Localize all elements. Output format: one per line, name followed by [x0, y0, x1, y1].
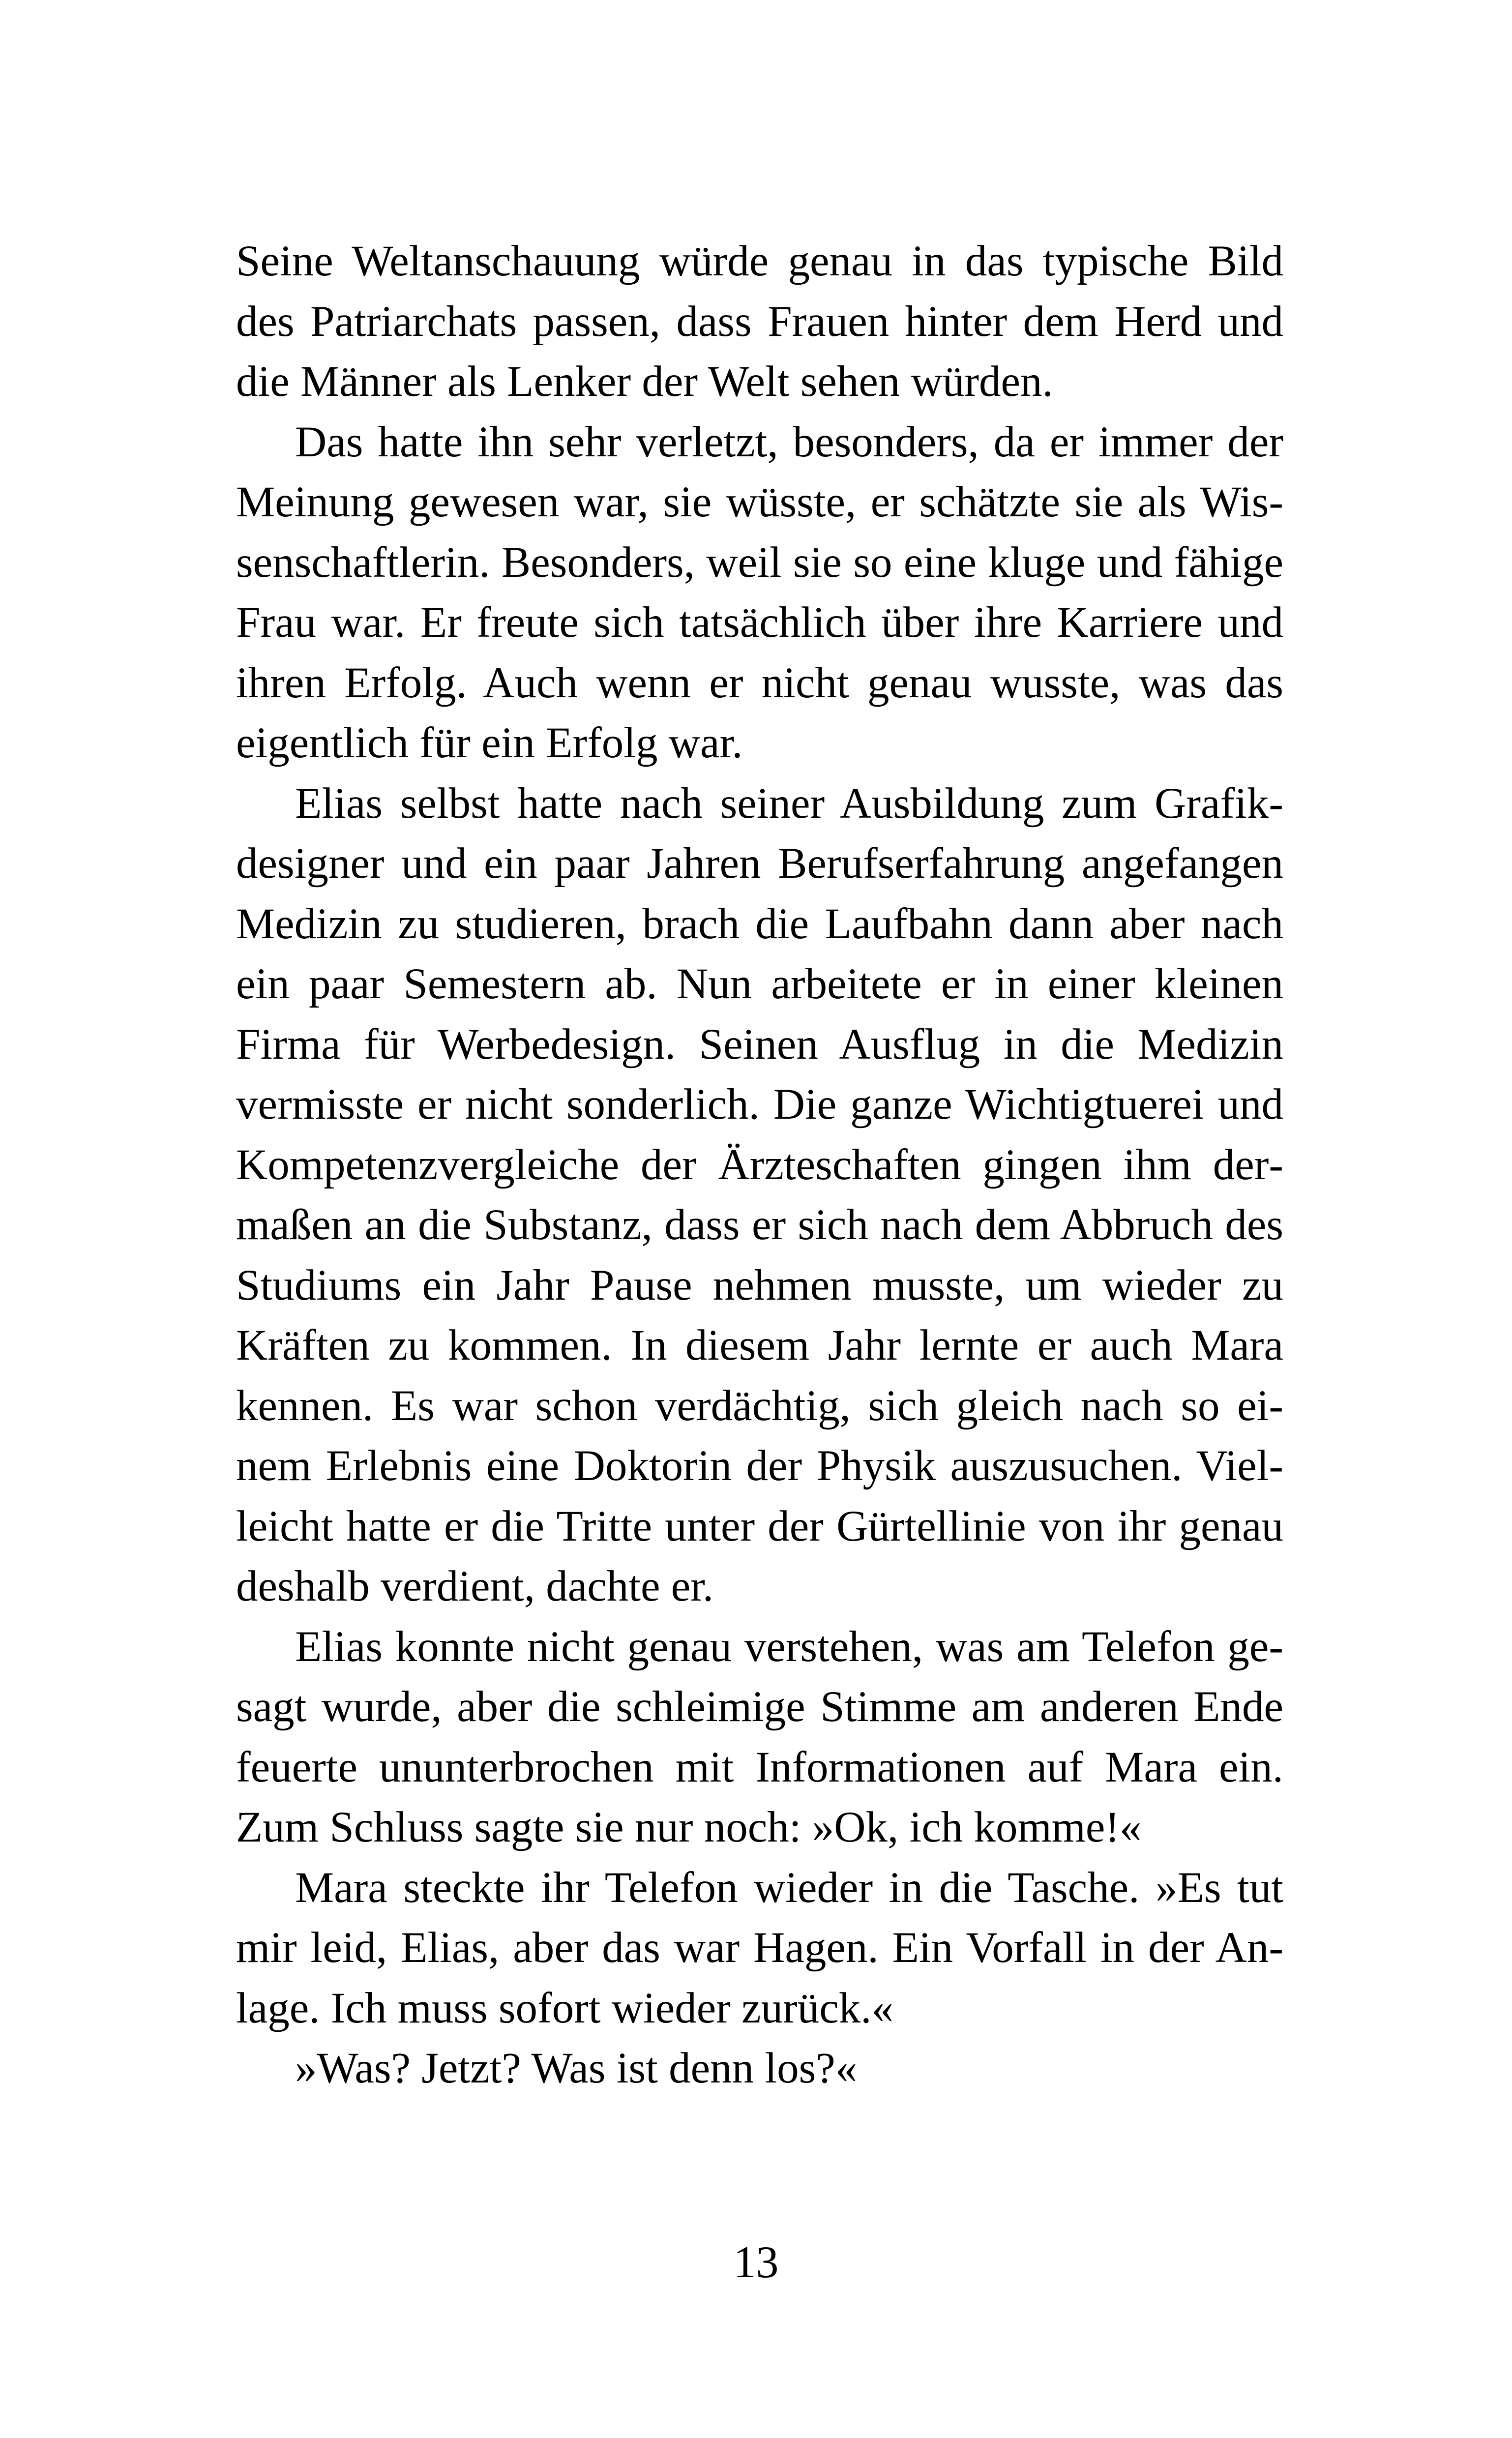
paragraph-6: »Was? Jetzt? Was ist denn los?« — [295, 2044, 858, 2092]
paragraph-3: Elias selbst hatte nach seiner Ausbildung zum Grafikdesigner und ein paar Jahren Berufserfahrung angefangen Medizin zu studieren, brach die Laufbahn dann aber nach ein paar Semestern ab. Nun arbeitete er in einer kleinen Firma für Werbedesign. Seinen Ausflug in die Medizin vermisste er nicht sonderlich. Die ganze Wichtigtuerei und Kompetenzvergleiche der Ärzteschaften gingen ihm dermaßen an die Substanz, dass er sich nach dem Abbruch des Studiums ein Jahr Pause nehmen musste, um wieder zu Kräften zu kommen. In diesem Jahr lernte er auch Mara kennen. Es war schon verdächtig, sich gleich nach so einem Erlebnis eine Doktorin der Physik auszusuchen. Vielleicht hatte er die Tritte unter der Gürtellinie von ihr genau deshalb verdient, dachte er. — [236, 779, 1283, 1610]
paragraph-4: Elias konnte nicht genau verstehen, was am Telefon gesagt wurde, aber die schleimige Stimme am anderen Ende feuerte ununterbrochen mit Informationen auf Mara ein. Zum Schluss sagte sie nur noch: »Ok, ich komme!« — [236, 1622, 1283, 1851]
paragraph-5: Mara steckte ihr Telefon wieder in die Tasche. »Es tut mir leid, Elias, aber das war Hagen. Ein Vorfall in der Anlage. Ich muss sofort wieder zurück.« — [236, 1863, 1283, 2032]
paragraph-1: Seine Weltanschauung würde genau in das typische Bild des Patriarchats passen, dass Frauen hinter dem Herd und die Männer als Lenker der Welt sehen würden. — [236, 237, 1283, 406]
page-number: 13 — [733, 2237, 779, 2287]
body-text — [236, 231, 1283, 2099]
paragraph-2: Das hatte ihn sehr verletzt, besonders, da er immer der Meinung gewesen war, sie wüsste, er schätzte sie als Wissenschaftlerin. Besonders, weil sie so eine kluge und fähige Frau war. Er freute sich tatsächlich über ihre Karriere und ihren Erfolg. Auch wenn er nicht genau wusste, was das eigentlich für ein Erfolg war. — [236, 417, 1283, 767]
